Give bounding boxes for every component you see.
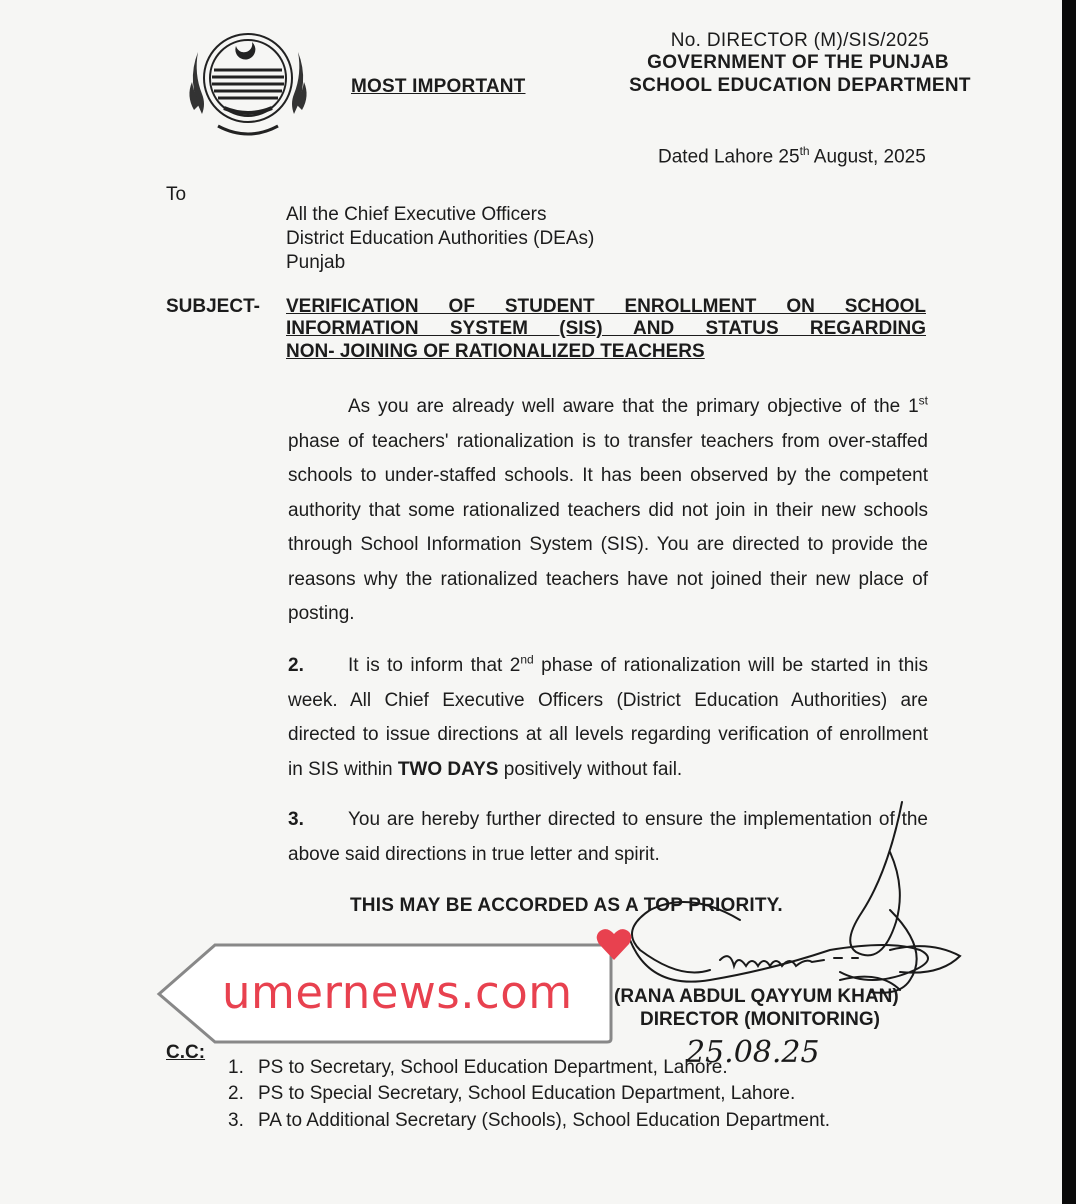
top-priority-line: THIS MAY BE ACCORDED AS A TOP PRIORITY. bbox=[350, 895, 783, 916]
recipient-line-3: Punjab bbox=[286, 252, 346, 273]
punjab-government-emblem-icon bbox=[178, 22, 318, 142]
paragraph-number: 2. bbox=[288, 655, 304, 676]
handwritten-date: 25.08.25 bbox=[686, 1035, 820, 1070]
recipient-line-2: District Education Authorities (DEAs) bbox=[286, 228, 595, 249]
cc-label: C.C: bbox=[166, 1042, 206, 1063]
signatory-name: (RANA ABDUL QAYYUM KHAN) bbox=[614, 986, 899, 1007]
paragraph-2: 2. It is to inform that 2nd phase of rationalization will be started in this week. All Chief Executive Officers (District Education Authorities) are directed to issue directions at all levels regarding verification of enrollment in SIS within TWO DAYS positively without fail. bbox=[288, 649, 928, 787]
subject-line-2: INFORMATION SYSTEM (SIS) AND STATUS REGARDING bbox=[286, 318, 926, 339]
paragraph-number: 3. bbox=[288, 809, 304, 830]
letter-date: Dated Lahore 25th August, 2025 bbox=[658, 144, 926, 168]
watermark-text: umernews.com bbox=[222, 966, 573, 1019]
paragraph-3: 3. You are hereby further directed to ensure the implementation of the above said directions in true letter and spirit. bbox=[288, 803, 928, 872]
subject-line-3: NON- JOINING OF RATIONALIZED TEACHERS bbox=[286, 341, 705, 362]
cc-item: 2. PS to Special Secretary, School Education Department, Lahore. bbox=[228, 1083, 796, 1104]
subject-label: SUBJECT- bbox=[166, 296, 260, 317]
signatory-title: DIRECTOR (MONITORING) bbox=[640, 1009, 880, 1030]
government-name: GOVERNMENT OF THE PUNJAB bbox=[647, 52, 949, 73]
heart-icon bbox=[594, 924, 634, 964]
department-name: SCHOOL EDUCATION DEPARTMENT bbox=[629, 75, 971, 96]
paragraph-1: As you are already well aware that the primary objective of the 1st phase of teachers' rationalization is to transfer teachers from over-staffed schools to under-staffed schools. It has been observed by the competent authority that some rationalized teachers did not join in their new schools through School Information System (SIS). You are directed to provide the reasons why the rationalized teachers have not joined their new place of posting. bbox=[288, 393, 928, 624]
cc-item: 1. PS to Secretary, School Education Department, Lahore. bbox=[228, 1057, 728, 1078]
cc-item: 3. PA to Additional Secretary (Schools), School Education Department. bbox=[228, 1110, 831, 1131]
to-label: To bbox=[166, 184, 187, 205]
reference-number: No. DIRECTOR (M)/SIS/2025 bbox=[670, 30, 930, 51]
recipient-line-1: All the Chief Executive Officers bbox=[286, 204, 547, 225]
most-important-label: MOST IMPORTANT bbox=[351, 76, 526, 97]
screen-edge bbox=[1062, 0, 1076, 1204]
subject-line-1: VERIFICATION OF STUDENT ENROLLMENT ON SCHOOL bbox=[286, 296, 926, 317]
